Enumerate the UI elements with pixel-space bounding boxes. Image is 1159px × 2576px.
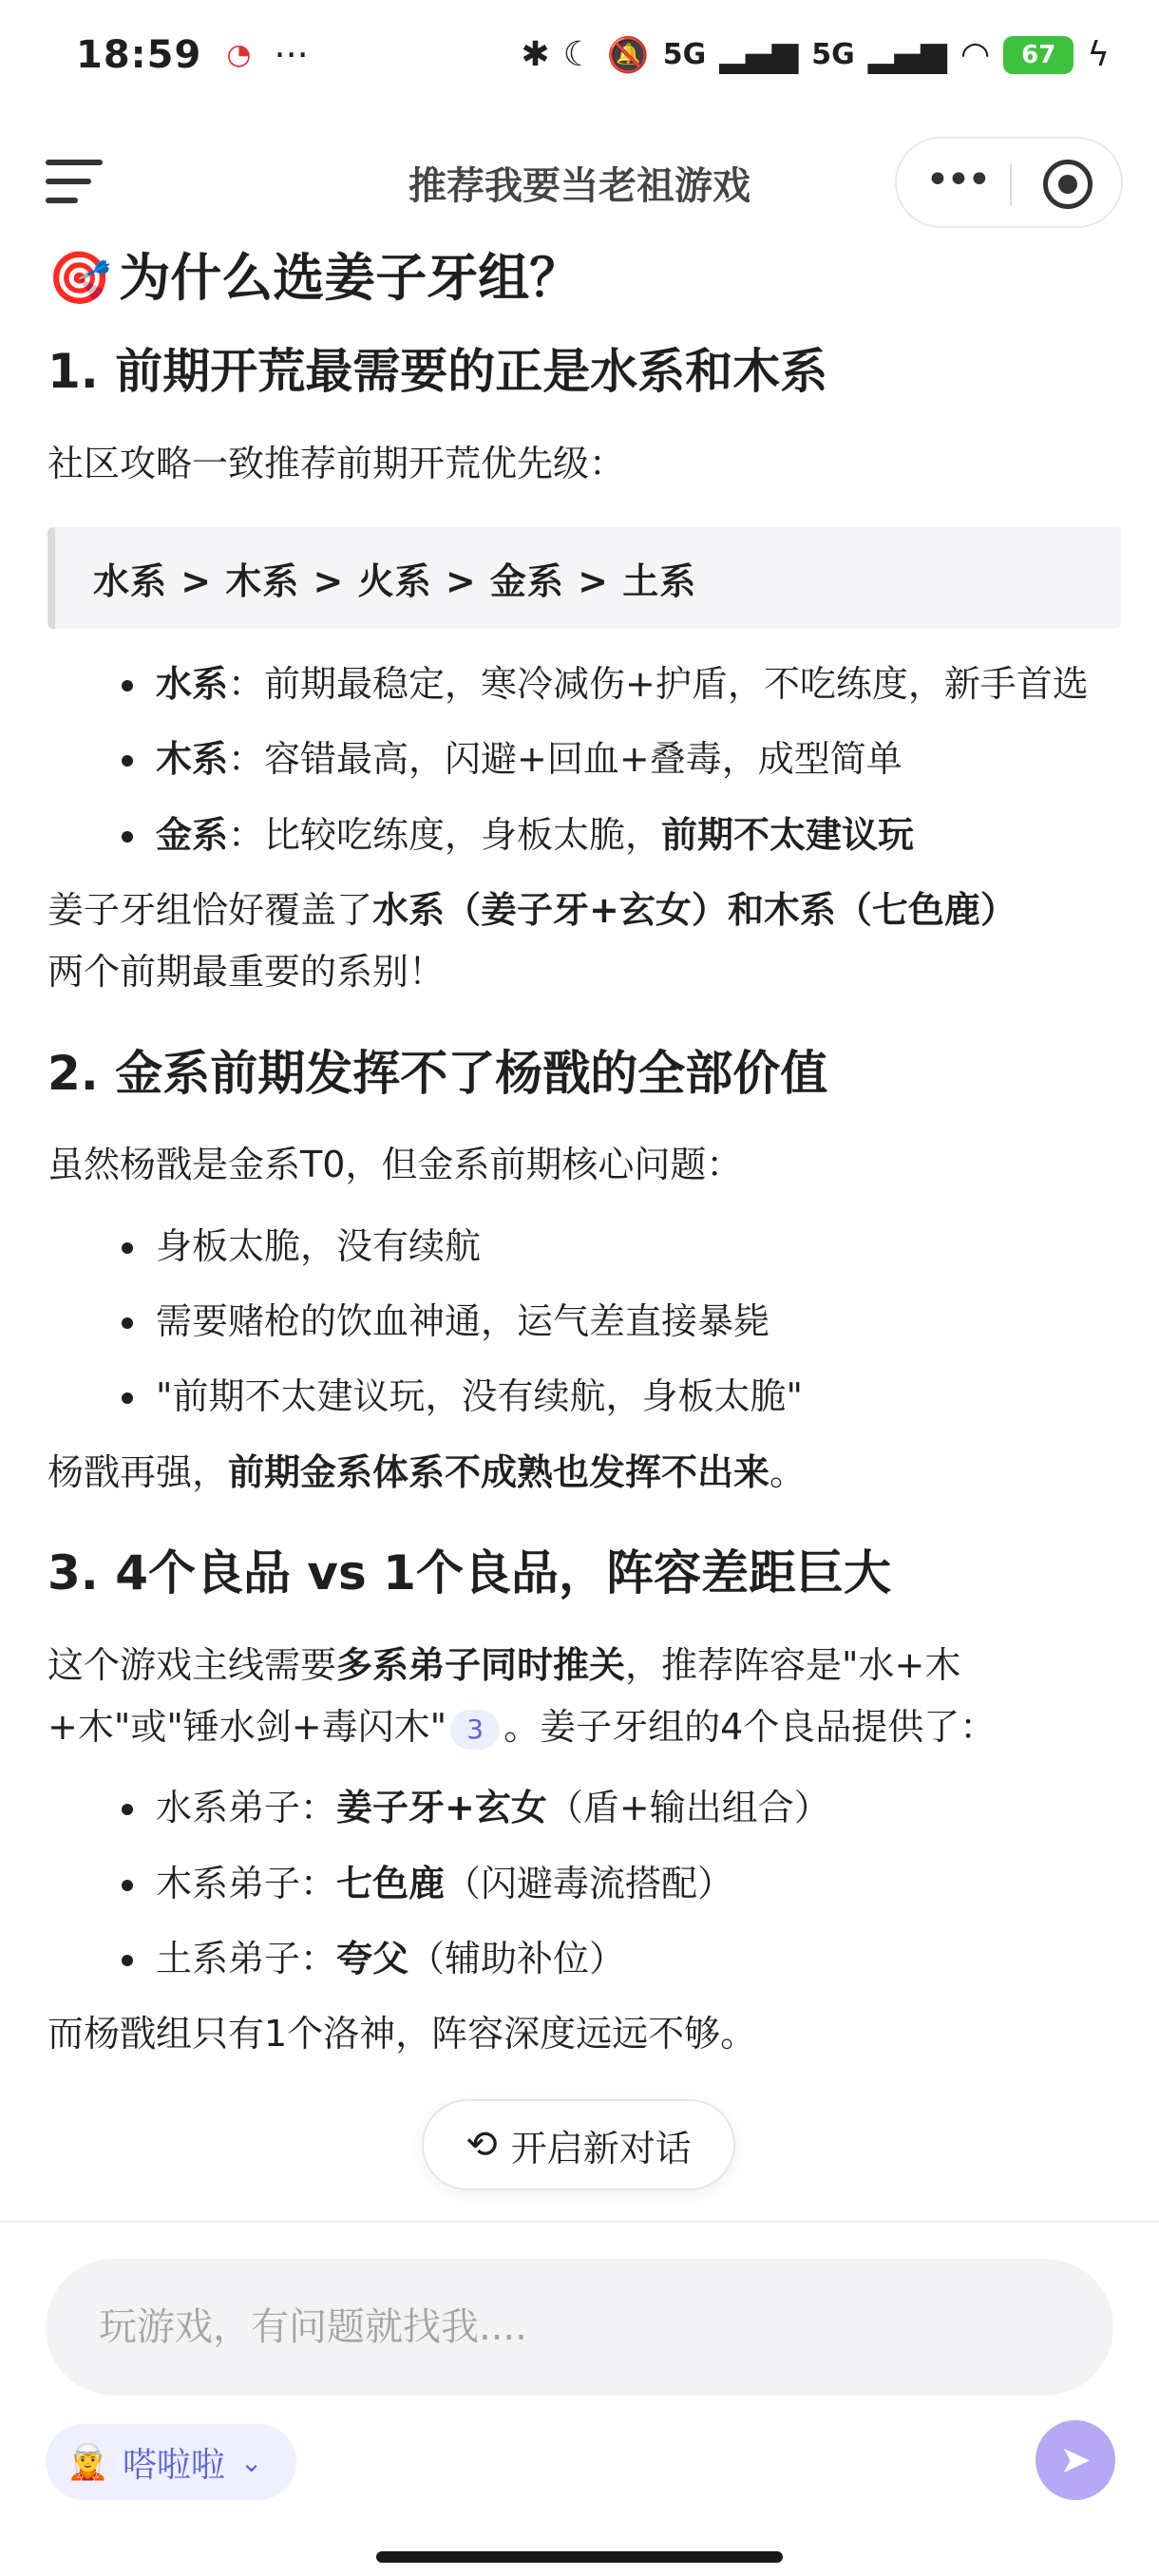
target-emoji-icon: 🎯 [48, 248, 112, 308]
mute-icon: 🔕 [606, 35, 650, 75]
message-input-box[interactable] [46, 2259, 1113, 2396]
citation-badge[interactable]: 3 [450, 1710, 500, 1750]
section-3-intro: 这个游戏主线需要多系弟子同时推关，推荐阵容是"水+木+木"或"锤水剑+毒闪木" 3 。姜子牙组的4个良品提供了： [48, 1643, 997, 1748]
list-item: 水系：前期最稳定，寒冷减伤+护盾，不吃练度，新手首选 [48, 653, 1121, 715]
priority-quote: 水系 > 木系 > 火系 > 金系 > 土系 [48, 527, 1121, 629]
section-1-summary: 姜子牙组恰好覆盖了水系（姜子牙+玄女）和木系（七色鹿） 两个前期最重要的系别！ [48, 889, 1016, 994]
section-2-list [48, 1216, 1121, 1429]
section-2-title: 2. 金系前期发挥不了杨戬的全部价值 [48, 1045, 828, 1101]
signal-5g-icon: 5G [662, 38, 707, 71]
message-input[interactable] [99, 2297, 1049, 2358]
new-chat-icon: ⟲ [466, 2123, 498, 2167]
close-target-icon[interactable] [1043, 160, 1092, 209]
send-icon: ➤ [1059, 2438, 1092, 2482]
section-1-intro: 社区攻略一致推荐前期开荒优先级： [48, 442, 626, 484]
list-item: "前期不太建议玩，没有续航，身板太脆" [48, 1366, 1121, 1428]
section-3-title: 3. 4个良品 vs 1个良品，阵容差距巨大 [48, 1545, 891, 1601]
new-chat-label: 开启新对话 [510, 2127, 692, 2169]
signal-5g-icon-2: 5G [811, 38, 855, 71]
composer-area [0, 2221, 1159, 2576]
status-bar [0, 0, 1159, 109]
capsule-divider [1010, 163, 1012, 205]
agent-name: 嗒啦啦 [122, 2445, 225, 2485]
section-3-list [48, 1777, 1121, 1990]
message-heading [48, 245, 1121, 312]
charging-icon: ϟ [1087, 35, 1110, 74]
section-2-summary: 杨戬再强，前期金系体系不成熟也发挥不出来。 [48, 1450, 807, 1493]
clock-app-icon: ◔ [226, 38, 252, 71]
list-item: 水系弟子：姜子牙+玄女（盾+输出组合） [48, 1777, 1121, 1839]
new-chat-button[interactable] [422, 2099, 735, 2190]
section-2-intro: 虽然杨戬是金系T0，但金系前期核心问题： [48, 1144, 743, 1186]
chat-message [48, 245, 1121, 2066]
battery-icon: 67 [1003, 36, 1074, 74]
agent-selector[interactable] [46, 2424, 296, 2500]
section-1-list [48, 653, 1121, 866]
send-button[interactable] [1036, 2420, 1115, 2500]
wifi-icon: ◠ [960, 35, 991, 74]
section-1-title: 1. 前期开荒最需要的正是水系和木系 [48, 344, 828, 400]
list-item: 土系弟子：夸父（辅助补位） [48, 1928, 1121, 1990]
list-item: 身板太脆，没有续航 [48, 1216, 1121, 1278]
list-item: 需要赌枪的饮血神通，运气差直接暴毙 [48, 1291, 1121, 1353]
status-time: 18:59 [76, 32, 202, 77]
list-item: 木系弟子：七色鹿（闪避毒流搭配） [48, 1853, 1121, 1915]
status-icons [521, 35, 1110, 75]
mini-program-capsule [895, 137, 1123, 228]
more-icon[interactable]: ••• [925, 156, 988, 204]
chat-header [0, 133, 1159, 233]
list-item: 木系：容错最高，闪避+回血+叠毒，成型简单 [48, 729, 1121, 790]
home-indicator[interactable] [376, 2551, 783, 2563]
bluetooth-icon: ✱ [521, 35, 550, 74]
heading-text: 为什么选姜子牙组？ [119, 248, 581, 308]
page-title: 推荐我要当老祖游戏 [408, 164, 750, 208]
do-not-disturb-icon: ☾ [562, 35, 594, 74]
section-3-summary: 而杨戬组只有1个洛神，阵容深度远远不够。 [48, 2013, 757, 2055]
signal-bars-icon: ▂▄▆ [719, 35, 799, 74]
chevron-down-icon: ⌄ [239, 2446, 263, 2478]
agent-avatar-icon: 🧝 [66, 2443, 109, 2482]
list-item: 金系：比较吃练度，身板太脆，前期不太建议玩 [48, 805, 1121, 866]
more-notifications-icon: ··· [274, 33, 309, 76]
signal-bars-icon-2: ▂▄▆ [867, 35, 947, 74]
